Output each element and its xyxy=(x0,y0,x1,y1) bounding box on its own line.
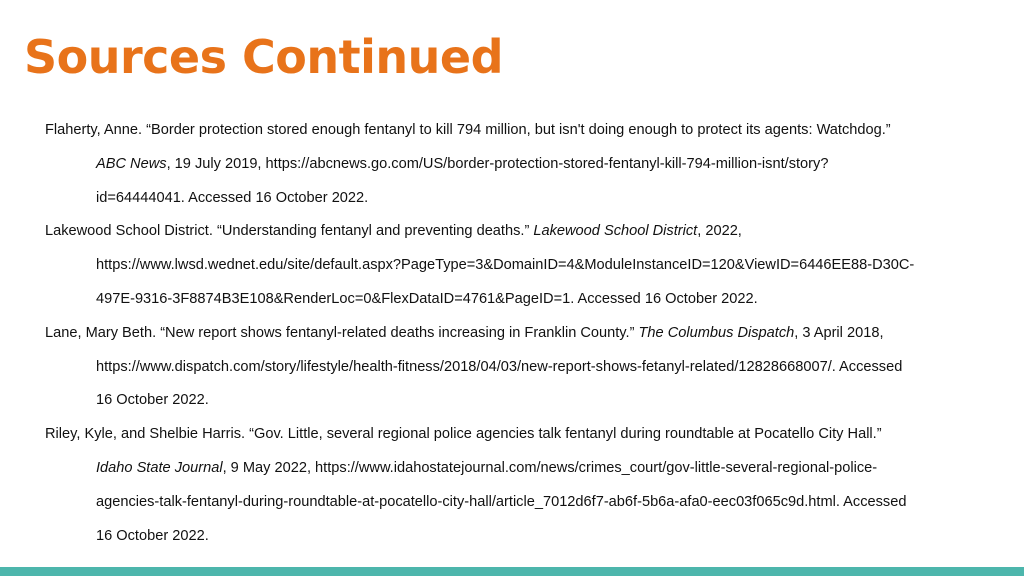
citation-line: Idaho State Journal, 9 May 2022, https://www.idahostatejournal.com/news/crimes_court/gov-little-several-regional-police- xyxy=(96,459,878,476)
source-entry-lane xyxy=(45,317,995,418)
citation-line: id=64444041. Accessed 16 October 2022. xyxy=(96,189,369,206)
slide-title: Sources Continued xyxy=(24,30,504,84)
publication-name: ABC News xyxy=(96,155,167,172)
citation-line: agencies-talk-fentanyl-during-roundtable-at-pocatello-city-hall/article_7012d6f7-ab6f-5b6a-afa0-eec03f065c9d.html. Accessed xyxy=(96,493,907,510)
citation-line: Lane, Mary Beth. “New report shows fentanyl-related deaths increasing in Franklin County.” The Columbus Dispatch, 3 April 2018, xyxy=(45,324,884,341)
citation-line: 16 October 2022. xyxy=(96,527,209,544)
publication-name: The Columbus Dispatch xyxy=(638,324,795,341)
citation-line: https://www.lwsd.wednet.edu/site/default.aspx?PageType=3&DomainID=4&ModuleInstanceID=120&ViewID=6446EE88-D30C- xyxy=(96,257,915,274)
bottom-accent-bar xyxy=(0,567,1024,576)
citation-line: https://www.dispatch.com/story/lifestyle/health-fitness/2018/04/03/new-report-shows-fetanyl-related/12828668007/. Accessed xyxy=(96,358,903,375)
publication-name: Idaho State Journal xyxy=(96,459,223,476)
citation-line: ABC News, 19 July 2019, https://abcnews.go.com/US/border-protection-stored-fentanyl-kill-794-million-isnt/story? xyxy=(96,155,829,172)
citation-line: 16 October 2022. xyxy=(96,392,209,409)
citation-line: 497E-9316-3F8874B3E108&RenderLoc=0&FlexDataID=4761&PageID=1. Accessed 16 October 2022. xyxy=(96,290,758,307)
source-entry-riley xyxy=(45,418,995,553)
citation-line: Riley, Kyle, and Shelbie Harris. “Gov. Little, several regional police agencies talk fentanyl during roundtable at Pocatello City Hall.” xyxy=(45,426,882,443)
citation-line: Flaherty, Anne. “Border protection stored enough fentanyl to kill 794 million, but isn't doing enough to protect its agents: Watchdog.” xyxy=(45,122,891,138)
source-entry-flaherty xyxy=(45,114,995,215)
citation-line: Lakewood School District. “Understanding fentanyl and preventing deaths.” Lakewood School District, 2022, xyxy=(45,223,742,240)
publication-name: Lakewood School District xyxy=(533,223,698,240)
sources-list xyxy=(45,114,995,553)
source-entry-lakewood xyxy=(45,215,995,316)
